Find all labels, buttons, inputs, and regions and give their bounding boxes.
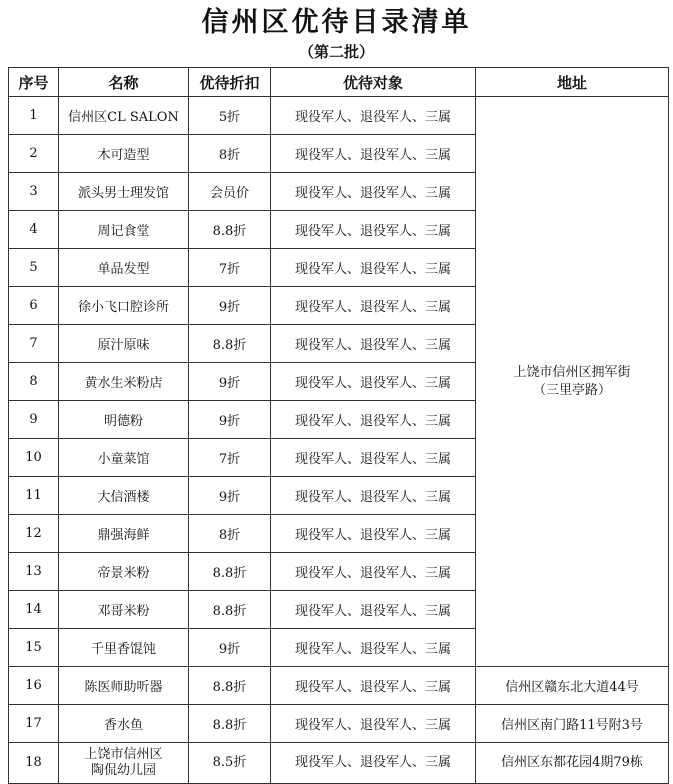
row-no: 3 <box>9 173 59 211</box>
row-target: 现役军人、退役军人、三属 <box>271 477 476 515</box>
row-target: 现役军人、退役军人、三属 <box>271 629 476 667</box>
row-no: 1 <box>9 97 59 135</box>
row-no: 12 <box>9 515 59 553</box>
row-discount: 5折 <box>189 97 271 135</box>
row-no: 9 <box>9 401 59 439</box>
row-name: 信州区CL SALON <box>59 97 189 135</box>
row-discount: 9折 <box>189 629 271 667</box>
row-name: 徐小飞口腔诊所 <box>59 287 189 325</box>
row-discount: 9折 <box>189 477 271 515</box>
row-target: 现役军人、退役军人、三属 <box>271 591 476 629</box>
row-discount: 8.8折 <box>189 667 271 705</box>
header-name: 名称 <box>59 68 189 97</box>
row-target: 现役军人、退役军人、三属 <box>271 439 476 477</box>
table-header-row <box>9 68 669 97</box>
row-no: 15 <box>9 629 59 667</box>
row-target: 现役军人、退役军人、三属 <box>271 363 476 401</box>
row-no: 6 <box>9 287 59 325</box>
table-row <box>9 743 669 784</box>
row-no: 2 <box>9 135 59 173</box>
row-name: 香水鱼 <box>59 705 189 743</box>
row-no: 11 <box>9 477 59 515</box>
page-subtitle: （第二批） <box>298 43 374 61</box>
row-discount: 9折 <box>189 401 271 439</box>
row-target: 现役军人、退役军人、三属 <box>271 211 476 249</box>
row-name <box>59 743 189 784</box>
row-name: 周记食堂 <box>59 211 189 249</box>
row-no: 14 <box>9 591 59 629</box>
header-discount: 优待折扣 <box>189 68 271 97</box>
row-discount: 8折 <box>189 515 271 553</box>
row-no: 10 <box>9 439 59 477</box>
page-title: 信州区优待目录清单 <box>201 7 472 38</box>
row-address: 信州区东都花园4期79栋 <box>476 743 669 784</box>
row-target: 现役军人、退役军人、三属 <box>271 515 476 553</box>
header-no: 序号 <box>9 68 59 97</box>
row-discount: 8.8折 <box>189 325 271 363</box>
row-target: 现役军人、退役军人、三属 <box>271 705 476 743</box>
row-target: 现役军人、退役军人、三属 <box>271 287 476 325</box>
row-discount: 8.5折 <box>189 743 271 784</box>
row-no: 16 <box>9 667 59 705</box>
row-discount: 7折 <box>189 439 271 477</box>
table-row <box>9 667 669 705</box>
row-target: 现役军人、退役军人、三属 <box>271 743 476 784</box>
row-name: 单品发型 <box>59 249 189 287</box>
merged-address-line2: （三里亭路） <box>532 382 611 398</box>
row-name: 帝景米粉 <box>59 553 189 591</box>
row-discount: 9折 <box>189 287 271 325</box>
row-no: 13 <box>9 553 59 591</box>
header-address: 地址 <box>476 68 669 97</box>
row-target: 现役军人、退役军人、三属 <box>271 667 476 705</box>
row-no: 5 <box>9 249 59 287</box>
merged-address-cell <box>476 97 669 667</box>
table-row <box>9 97 669 135</box>
row-address: 信州区南门路11号附3号 <box>476 705 669 743</box>
row-target: 现役军人、退役军人、三属 <box>271 135 476 173</box>
row-name: 小童菜馆 <box>59 439 189 477</box>
row-no: 17 <box>9 705 59 743</box>
row-discount: 7折 <box>189 249 271 287</box>
row-discount: 8.8折 <box>189 591 271 629</box>
row-discount: 9折 <box>189 363 271 401</box>
row-discount: 8折 <box>189 135 271 173</box>
row-name: 陈医师助听器 <box>59 667 189 705</box>
row-name: 派头男士理发馆 <box>59 173 189 211</box>
row-discount: 8.8折 <box>189 211 271 249</box>
row-name: 千里香馄饨 <box>59 629 189 667</box>
discount-table <box>8 67 669 784</box>
table-row <box>9 705 669 743</box>
row-target: 现役军人、退役军人、三属 <box>271 401 476 439</box>
row-name: 明德粉 <box>59 401 189 439</box>
row-address: 信州区赣东北大道44号 <box>476 667 669 705</box>
row-name: 邓哥米粉 <box>59 591 189 629</box>
header-target: 优待对象 <box>271 68 476 97</box>
merged-address-line1: 上饶市信州区拥军街 <box>513 364 631 380</box>
row-no: 7 <box>9 325 59 363</box>
row-target: 现役军人、退役军人、三属 <box>271 553 476 591</box>
row-name: 原汁原味 <box>59 325 189 363</box>
row-no: 18 <box>9 743 59 784</box>
row-no: 8 <box>9 363 59 401</box>
row-target: 现役军人、退役军人、三属 <box>271 325 476 363</box>
row-name-line2: 陶侃幼儿园 <box>90 763 156 778</box>
row-name-line1: 上饶市信州区 <box>84 747 163 762</box>
row-target: 现役军人、退役军人、三属 <box>271 249 476 287</box>
row-target: 现役军人、退役军人、三属 <box>271 173 476 211</box>
row-name: 木可造型 <box>59 135 189 173</box>
row-name: 黄水生米粉店 <box>59 363 189 401</box>
row-discount: 8.8折 <box>189 553 271 591</box>
row-target: 现役军人、退役军人、三属 <box>271 97 476 135</box>
row-no: 4 <box>9 211 59 249</box>
row-discount: 会员价 <box>189 173 271 211</box>
row-name: 鼎强海鲜 <box>59 515 189 553</box>
row-discount: 8.8折 <box>189 705 271 743</box>
row-name: 大信酒楼 <box>59 477 189 515</box>
